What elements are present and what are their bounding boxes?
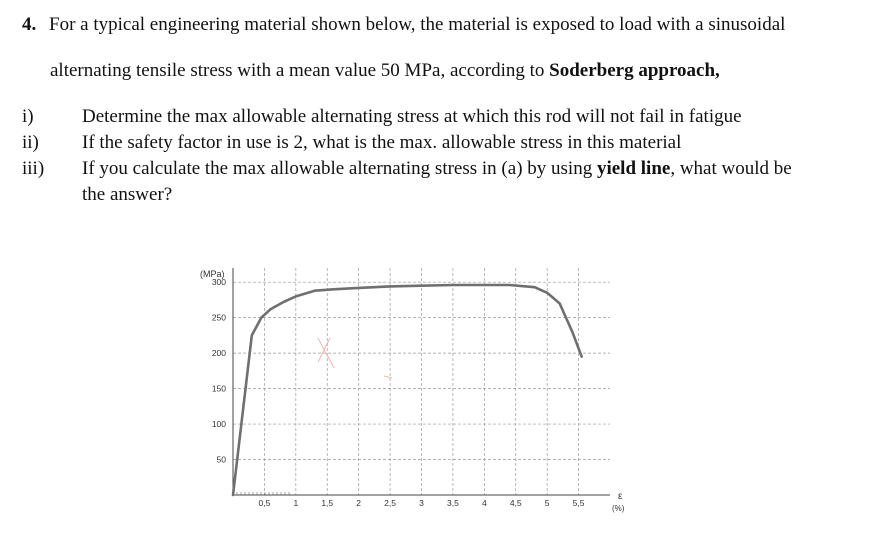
item-3-text-prefix: If you calculate the max allowable alternating stress in (a) by using: [82, 158, 597, 179]
x-tick-label: 0,5: [258, 498, 271, 508]
x-tick-label: 3,5: [447, 498, 459, 508]
question-number: 4.: [22, 14, 37, 35]
x-tick-label: 4,5: [509, 498, 522, 508]
item-2-text: If the safety factor in use is 2, what is the max. allowable stress in this material: [82, 132, 682, 153]
item-3-text-suffix: , what would be: [670, 158, 792, 179]
item-1-marker: i): [22, 106, 34, 127]
item-3-marker: iii): [22, 158, 45, 179]
y-tick-labels: [212, 277, 226, 464]
x-tick-label: 5,5: [572, 498, 585, 508]
y-tick-label: 250: [211, 312, 226, 323]
y-tick-label: 50: [216, 454, 226, 465]
question-text-2: alternating tensile stress with a mean value 50 MPa, according to: [50, 60, 550, 81]
x-axis-unit: (%): [612, 504, 625, 513]
chart-grid: [233, 268, 610, 495]
x-tick-label: 5: [544, 498, 550, 508]
stress-strain-curve: [233, 285, 582, 495]
soderberg-term: Soderberg approach,: [549, 60, 720, 81]
question-text-1: For a typical engineering material shown below, the material is exposed to load with a sinusoidal: [49, 14, 786, 35]
y-tick-label: 300: [211, 277, 226, 288]
x-tick-label: 1,5: [321, 498, 334, 508]
y-axis-label: (MPa): [200, 269, 225, 279]
x-tick-label: 4: [481, 498, 487, 508]
y-tick-label: 150: [211, 383, 226, 394]
x-tick-label: 3: [419, 498, 424, 508]
x-tick-label: 2,5: [384, 498, 396, 508]
yield-line-term: yield line: [596, 158, 671, 179]
pencil-mark-3: [384, 376, 392, 378]
x-tick-labels: [259, 498, 585, 508]
item-1-text: Determine the max allowable alternating stress at which this rod will not fail in fatigue: [82, 106, 742, 127]
y-tick-label: 100: [211, 419, 226, 430]
item-2-marker: ii): [22, 132, 39, 153]
item-3-text-line-2: the answer?: [82, 184, 173, 205]
pencil-marks: [318, 338, 392, 378]
y-tick-label: 200: [211, 348, 226, 359]
x-axis-symbol: ε: [618, 491, 623, 502]
x-tick-label: 2: [356, 498, 362, 508]
x-tick-label: 1: [293, 498, 299, 508]
